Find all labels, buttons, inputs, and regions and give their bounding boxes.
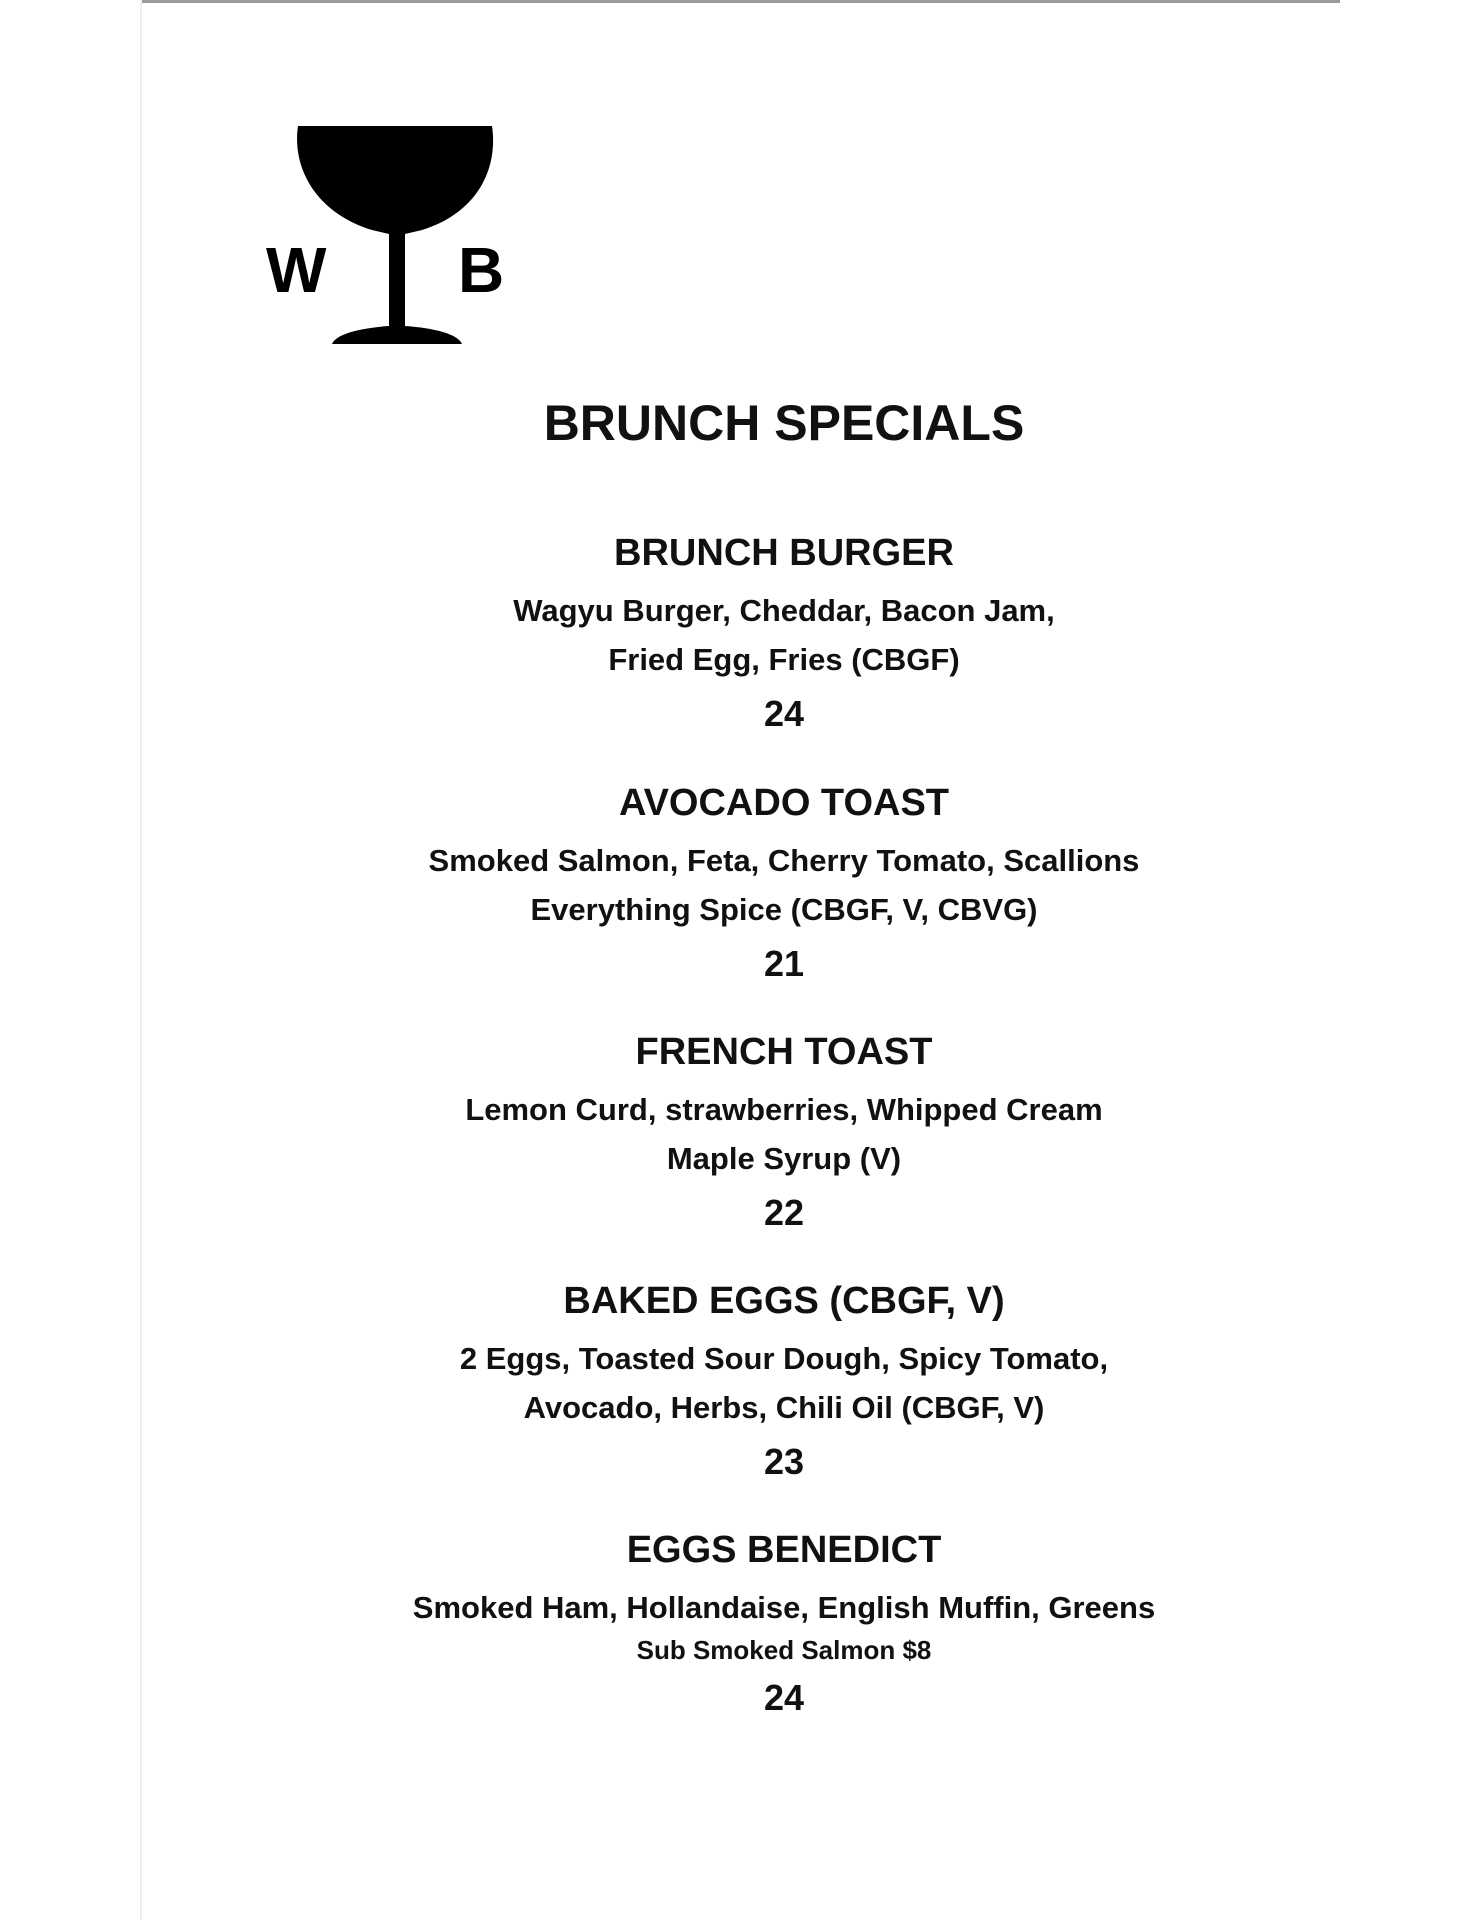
menu-item-name: FRENCH TOAST [635, 1031, 933, 1073]
menu-item-description [42, 586, 1484, 684]
menu-item-name: AVOCADO TOAST [618, 782, 950, 824]
menu-item-name: BAKED EGGS (CBGF, V) [563, 1280, 1005, 1322]
menu-item-description-line: Lemon Curd, strawberries, Whipped Cream [465, 1092, 1103, 1127]
menu-item-price: 23 [763, 1441, 805, 1482]
coupe-glass-icon [262, 126, 532, 356]
menu-item-description-line: 2 Eggs, Toasted Sour Dough, Spicy Tomato, [459, 1341, 1109, 1376]
menu-title: BRUNCH SPECIALS [543, 395, 1025, 451]
menu-item-description [42, 836, 1484, 934]
menu-item-description-line: Smoked Ham, Hollandaise, English Muffin, Greens [412, 1590, 1156, 1625]
menu-item-price: 24 [763, 1677, 805, 1718]
menu-item-description [42, 1583, 1484, 1632]
menu-item-description-line: Avocado, Herbs, Chili Oil (CBGF, V) [523, 1390, 1045, 1425]
page-top-border [140, 0, 1340, 3]
logo-letter-b: B [458, 234, 505, 306]
menu-item-name: EGGS BENEDICT [626, 1529, 942, 1571]
menu-item-price: 21 [763, 943, 805, 984]
menu-item-description [42, 1085, 1484, 1183]
menu-item [42, 1527, 1484, 1720]
menu-item [42, 1278, 1484, 1484]
menu-item-description-line: Everything Spice (CBGF, V, CBVG) [530, 892, 1038, 927]
menu-item [42, 530, 1484, 736]
restaurant-logo [262, 126, 532, 356]
menu-item-price: 24 [763, 693, 805, 734]
menu-item [42, 780, 1484, 986]
menu-item-description-line: Fried Egg, Fries (CBGF) [608, 642, 960, 677]
menu-item [42, 1029, 1484, 1235]
menu-item-note: Sub Smoked Salmon $8 [636, 1635, 932, 1665]
logo-letter-w: W [266, 234, 327, 306]
menu-item-description-line: Maple Syrup (V) [666, 1141, 902, 1176]
menu-item-description [42, 1334, 1484, 1432]
menu-item-price: 22 [763, 1192, 805, 1233]
menu-item-name: BRUNCH BURGER [614, 532, 954, 574]
menu-item-description-line: Wagyu Burger, Cheddar, Bacon Jam, [513, 593, 1055, 628]
menu-item-description-line: Smoked Salmon, Feta, Cherry Tomato, Scallions [428, 843, 1140, 878]
